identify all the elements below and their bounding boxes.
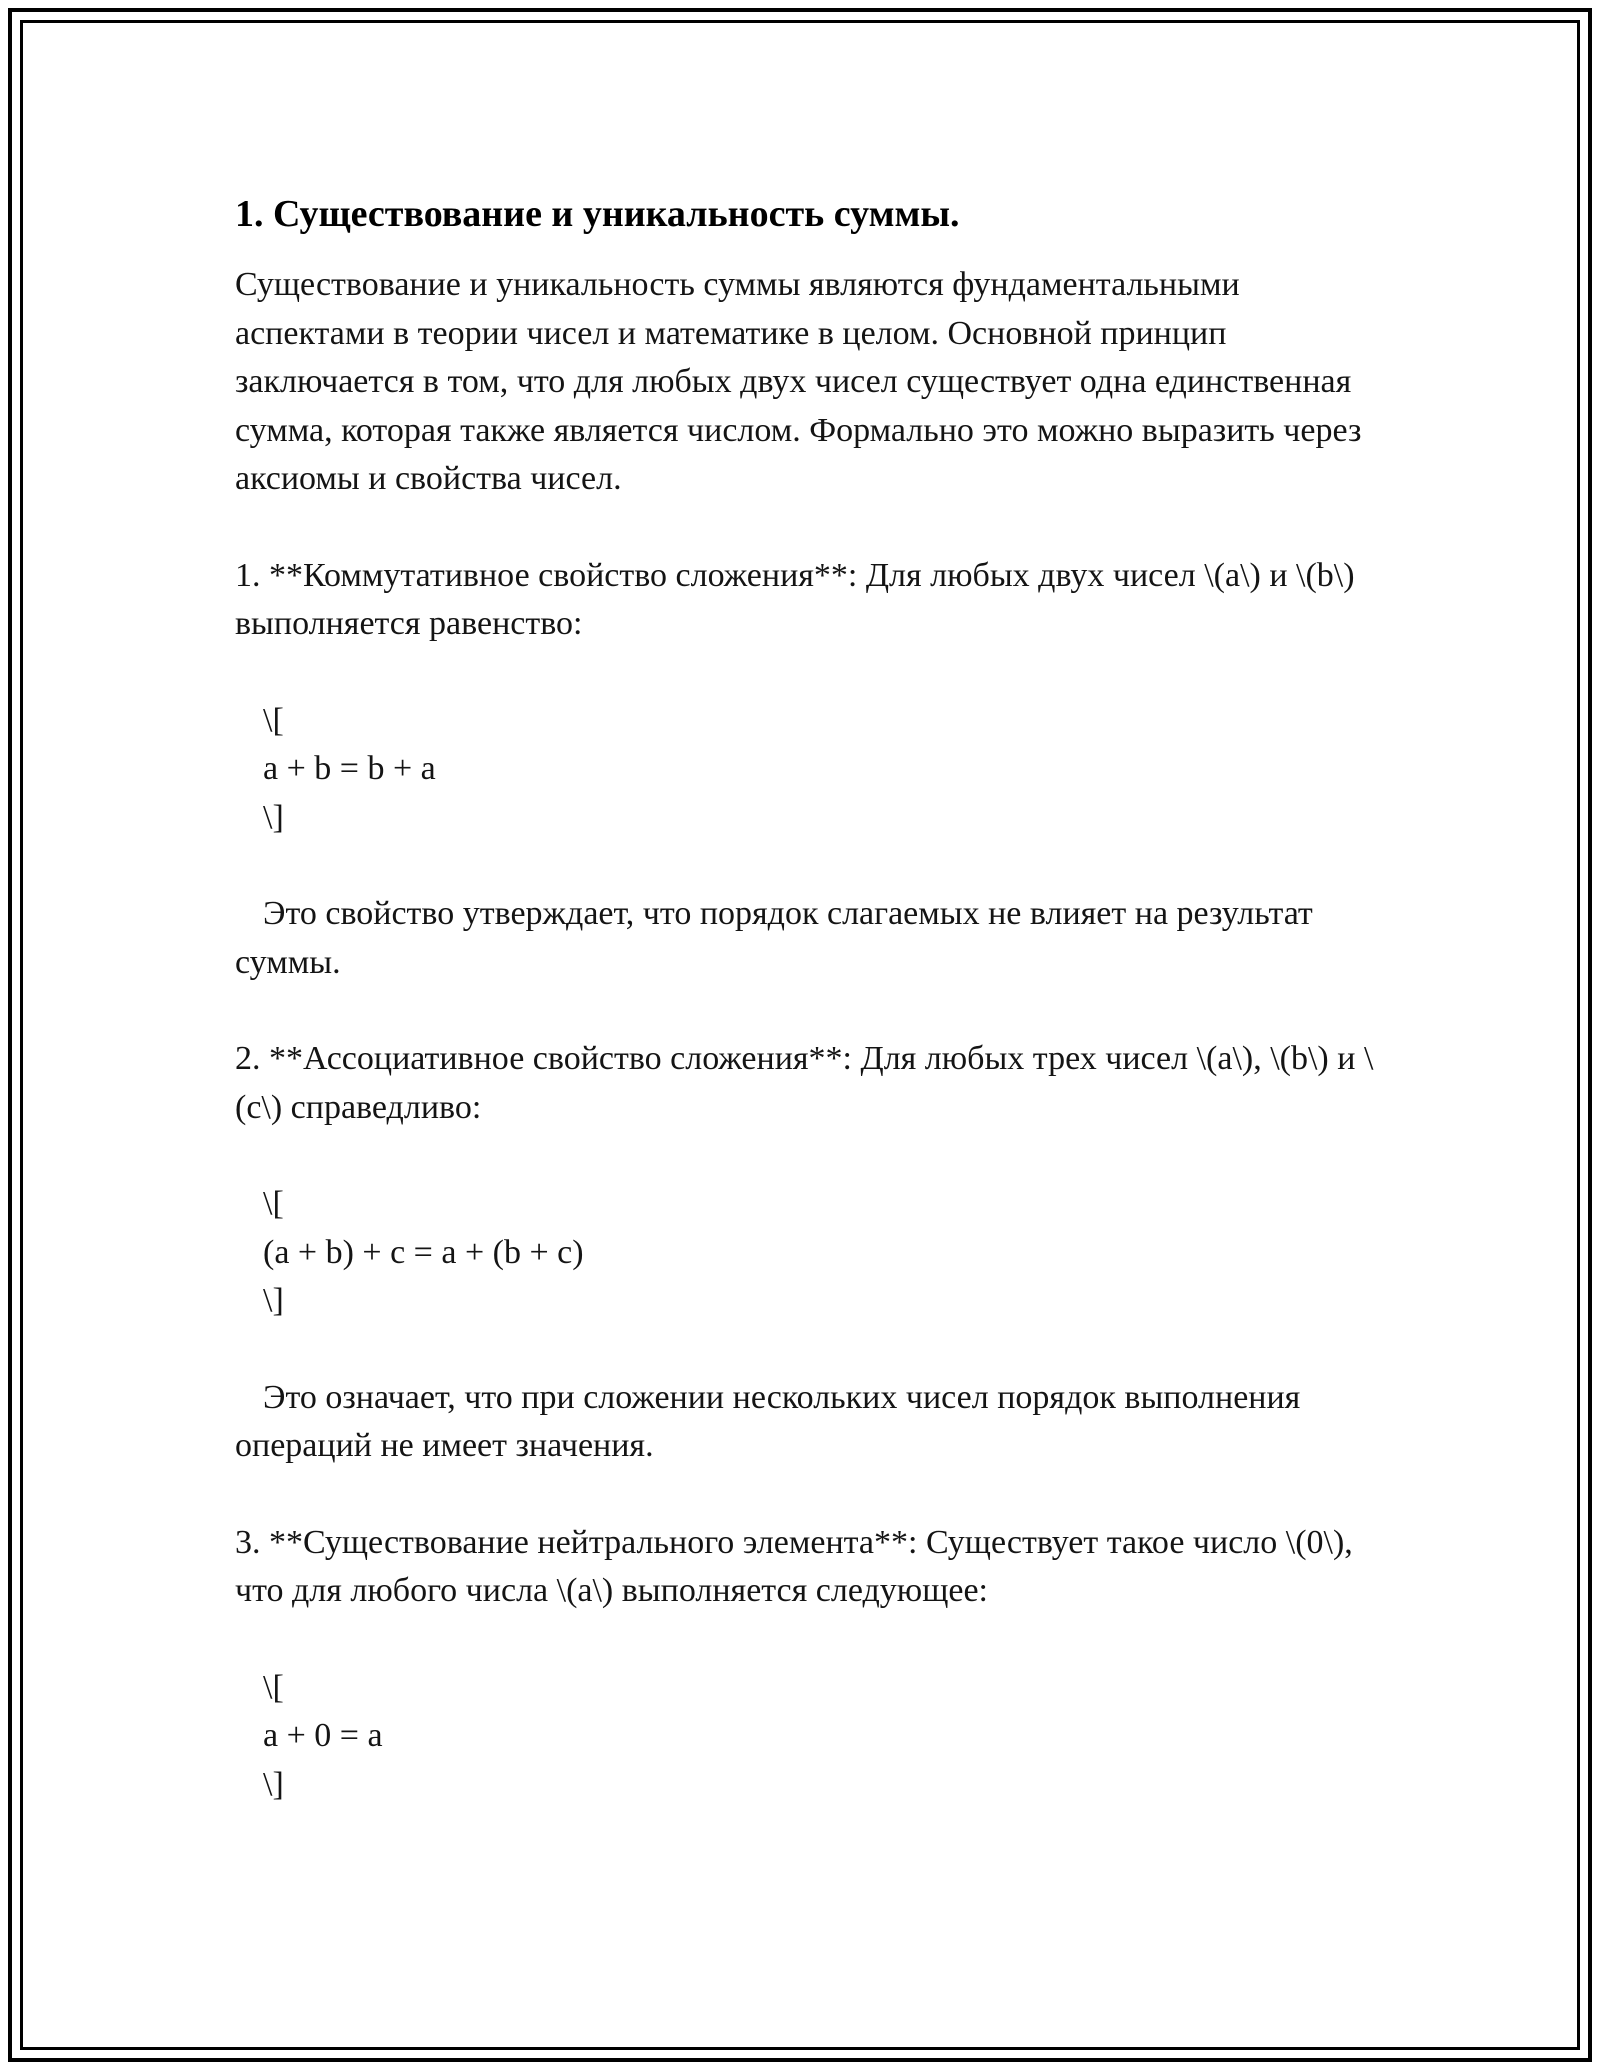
formula-close: \] <box>263 1765 284 1803</box>
item-1-formula <box>263 697 1375 843</box>
item-2-explanation: Это означает, что при сложении нескольких чисел порядок выполнения операций не имеет значения. <box>235 1378 1301 1464</box>
formula-open: \[ <box>263 1668 284 1706</box>
formula-expression: a + 0 = a <box>263 1717 383 1754</box>
formula-expression: (a + b) + c = a + (b + c) <box>263 1233 584 1271</box>
item-3-formula <box>263 1664 1375 1810</box>
formula-open: \[ <box>263 701 284 739</box>
formula-open: \[ <box>263 1185 284 1222</box>
intro-paragraph: Существование и уникальность суммы являются фундаментальными аспектами в теории чисел и математике в целом. Основной принцип заключается в том, что для любых двух чисел существует одна единственная сумма, которая также является числом. Формально это можно выразить через аксиомы и свойства чисел. <box>235 266 1362 497</box>
formula-close: \] <box>263 1282 284 1319</box>
formula-close: \] <box>263 798 284 836</box>
document-body <box>235 190 1375 1857</box>
item-3-statement: 3. **Существование нейтрального элемента**: Существует такое число \(0\), что для любого числа \(a\) выполняется следующее: <box>235 1523 1353 1609</box>
item-2-formula <box>263 1180 1375 1326</box>
section-heading: 1. Существование и уникальность суммы. <box>235 193 960 235</box>
item-2-statement: 2. **Ассоциативное свойство сложения**: Для любых трех чисел \(a\), \(b\) и \(c\) справедливо: <box>235 1040 1374 1126</box>
item-1-statement: 1. **Коммутативное свойство сложения**: Для любых двух чисел \(a\) и \(b\) выполняется равенство: <box>235 556 1355 642</box>
formula-expression: a + b = b + a <box>263 750 436 787</box>
item-1-explanation: Это свойство утверждает, что порядок слагаемых не влияет на результат суммы. <box>235 895 1313 981</box>
